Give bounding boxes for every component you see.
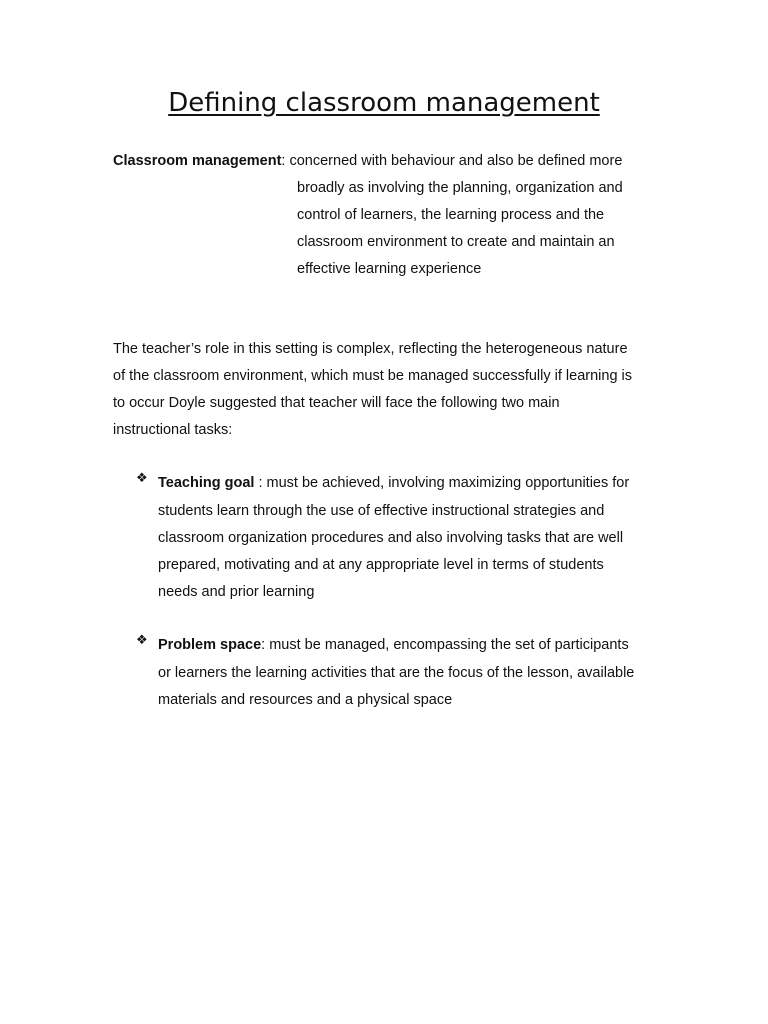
definition-line: broadly as involving the planning, organization and	[297, 180, 623, 196]
paragraph-line: instructional tasks:	[113, 422, 233, 438]
bullet-line: classroom organization procedures and also involving tasks that are well	[158, 530, 624, 546]
definition-line: control of learners, the learning process and the	[297, 207, 605, 223]
definition-first-line	[113, 148, 673, 175]
body-paragraph	[113, 336, 673, 444]
bullet-text: : must be managed, encompassing the set of participants	[261, 637, 629, 653]
diamond-bullet-icon: ❖	[136, 470, 148, 485]
bullet-line: needs and prior learning	[158, 584, 315, 600]
bullet-line: students learn through the use of effective instructional strategies and	[158, 503, 605, 519]
definition-line: effective learning experience	[297, 261, 482, 277]
bullet-line: materials and resources and a physical space	[158, 692, 453, 708]
paragraph-line: The teacher’s role in this setting is complex, reflecting the heterogeneous nature	[113, 341, 628, 357]
bullet-text: : must be achieved, involving maximizing opportunities for	[254, 475, 630, 491]
bullet-body	[158, 631, 678, 714]
definition-block	[113, 148, 673, 283]
bullet-term: Teaching goal	[158, 475, 255, 491]
definition-term: Classroom management	[113, 153, 282, 169]
paragraph-line: of the classroom environment, which must be managed successfully if learning is	[113, 368, 633, 384]
bullet-term: Problem space	[158, 637, 262, 653]
page-title: Defining classroom management	[168, 88, 600, 118]
bullet-line: prepared, motivating and at any appropriate level in terms of students	[158, 557, 604, 573]
bullet-first-line	[158, 469, 678, 497]
bullet-line: or learners the learning activities that are the focus of the lesson, available	[158, 665, 635, 681]
paragraph-line: to occur Doyle suggested that teacher will face the following two main	[113, 395, 560, 411]
diamond-bullet-icon: ❖	[136, 632, 148, 647]
bullet-first-line	[158, 631, 678, 659]
bullet-body	[158, 469, 678, 606]
definition-text: : concerned with behaviour and also be defined more	[281, 153, 623, 169]
definition-line: classroom environment to create and maintain an	[297, 234, 615, 250]
